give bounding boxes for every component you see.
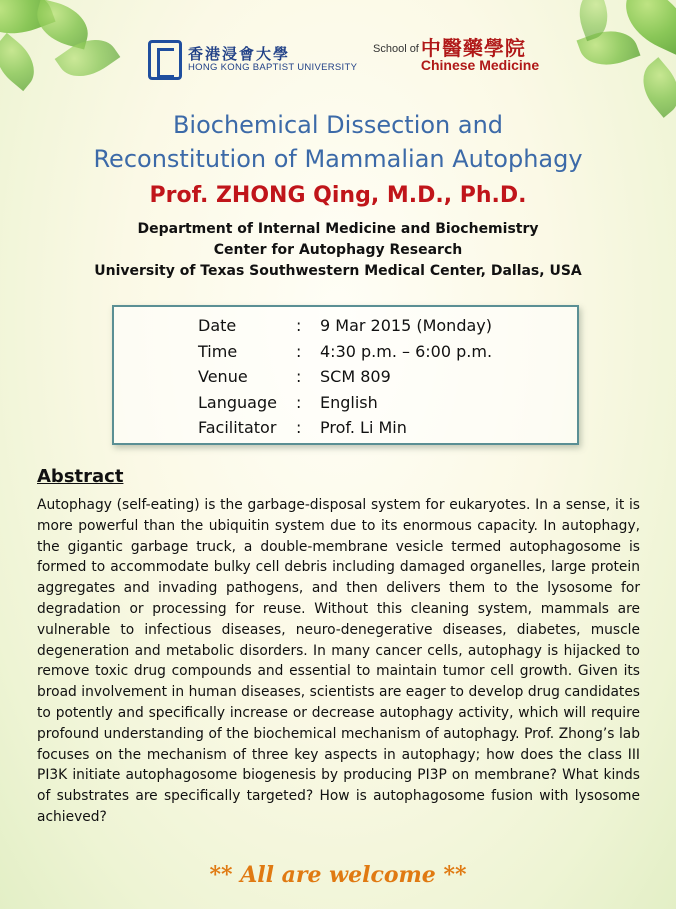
info-row-facilitator <box>114 415 577 441</box>
info-value: SCM 809 <box>320 367 391 387</box>
hkbu-english-name: HONG KONG BAPTIST UNIVERSITY <box>188 61 358 73</box>
scm-english-name: Chinese Medicine <box>420 57 540 73</box>
info-label: Date <box>198 316 237 336</box>
event-info-box <box>112 305 579 445</box>
info-row-time <box>114 339 577 365</box>
info-colon: : <box>296 341 302 361</box>
info-label: Language <box>198 392 277 412</box>
abstract-body: Autophagy (self-eating) is the garbage-disposal system for eukaryotes. In a sense, it is more powerful than the ubiquitin system due to its enormous capacity. In autophagy, the gigantic garbage truck, a double-membrane vesicle termed autophagosome is formed to accommodate bulky cell debris including damaged organelles, large protein aggregates and invading pathogens, and then delivers them to the lysosome for degradation or processing for reuse. Without this cleaning system, mammals are vulnerable to infectious diseases, neuro-denegerative diseases, diabetes, muscle degeneration and metabolic disorders. In many cancer cells, autophagy is hijacked to remove toxic drug compounds and essential to maintain tumor cell growth. Given its broad involvement in human diseases, scientists are eager to develop drug candidates to potently and specifically increase or decrease autophagy activity, which will require profound understanding of the biochemical mechanism of autophagy. Prof. Zhong’s lab focuses on the mechanism of three key aspects in autophagy; how does the class III PI3K initiate autophagosome biogenesis by producing PI3P on membrane? What kinds of substrates are specifically targeted? How is autophagosome fusion with lysosome achieved? <box>37 497 640 825</box>
info-row-venue <box>114 364 577 390</box>
info-label: Venue <box>198 367 248 387</box>
affiliation-line-1: Department of Internal Medicine and Biochemistry <box>137 221 539 237</box>
info-row-language <box>114 390 577 416</box>
info-colon: : <box>296 316 302 336</box>
hkbu-chinese-name: 香港浸會大學 <box>188 45 291 64</box>
info-colon: : <box>296 367 302 387</box>
scm-chinese-name: 中醫藥學院 <box>420 36 526 60</box>
affiliation-line-2: Center for Autophagy Research <box>213 242 463 258</box>
info-value: English <box>320 392 378 412</box>
affiliation-line-3: University of Texas Southwestern Medical Center, Dallas, USA <box>94 263 582 279</box>
info-label: Facilitator <box>198 418 277 438</box>
hkbu-emblem-icon <box>148 40 182 80</box>
header-logos <box>148 38 548 88</box>
info-colon: : <box>296 418 302 438</box>
scm-logo <box>373 38 539 73</box>
hkbu-logo <box>148 40 357 80</box>
scm-prefix: School of <box>373 43 419 56</box>
speaker-name: Prof. ZHONG Qing, M.D., Ph.D. <box>149 183 527 208</box>
info-value: Prof. Li Min <box>320 418 407 438</box>
welcome-message: ** All are welcome ** <box>209 862 467 888</box>
leaf-decoration <box>0 33 45 91</box>
title-line-1: Biochemical Dissection and <box>172 111 504 139</box>
info-value: 4:30 p.m. – 6:00 p.m. <box>320 341 493 361</box>
abstract-heading: Abstract <box>37 466 124 487</box>
info-row-date <box>114 313 577 339</box>
info-value: 9 Mar 2015 (Monday) <box>320 316 492 336</box>
speaker-affiliation <box>0 219 676 282</box>
info-label: Time <box>198 341 238 361</box>
lecture-title <box>0 108 676 176</box>
info-colon: : <box>296 392 302 412</box>
title-line-2: Reconstitution of Mammalian Autophagy <box>93 145 583 173</box>
